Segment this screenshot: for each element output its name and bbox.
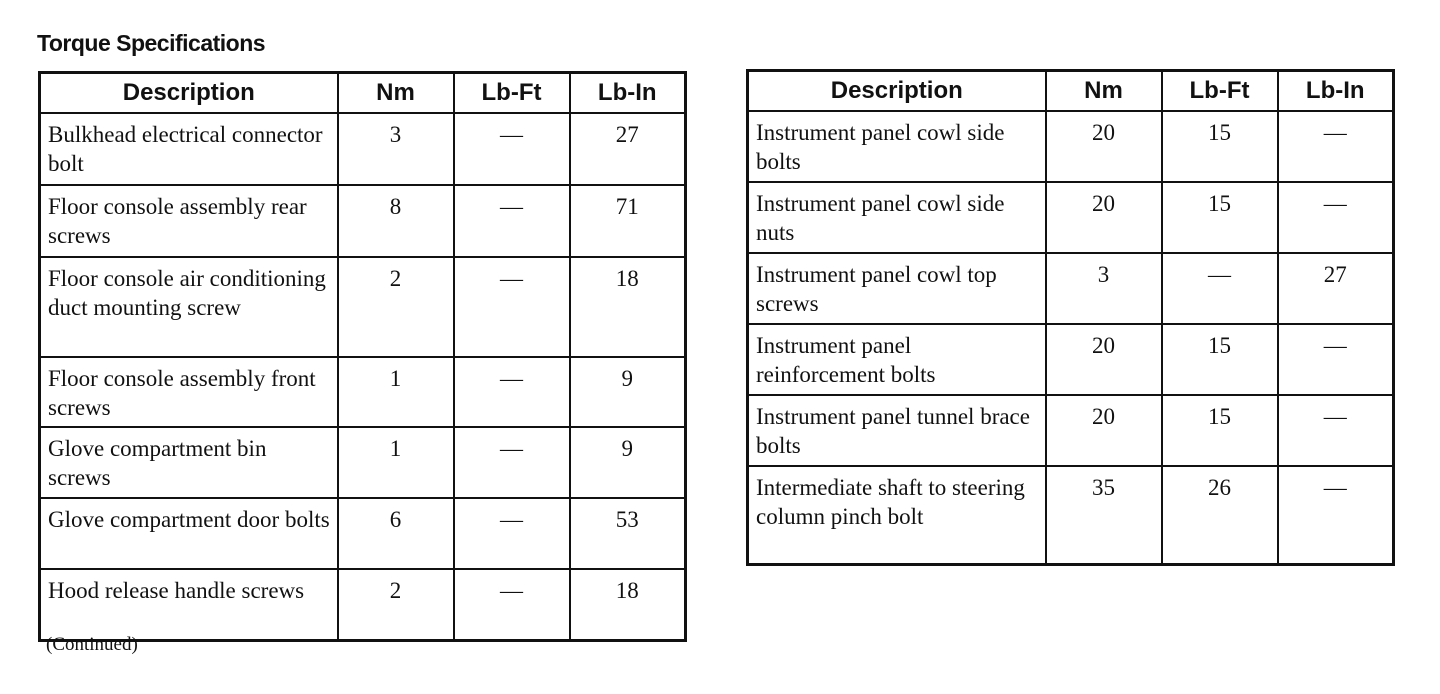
table-row	[748, 395, 1394, 466]
table-row	[748, 111, 1394, 182]
description-cell: Floor console air conditioning duct mounting screw	[40, 257, 338, 357]
description-cell: Instrument panel cowl side bolts	[748, 111, 1046, 182]
lbft-cell: —	[454, 357, 570, 427]
continued-note: (Continued)	[46, 634, 138, 655]
torque-table-left	[38, 71, 687, 642]
table-row	[748, 324, 1394, 395]
lbft-cell: —	[454, 569, 570, 641]
description-cell: Intermediate shaft to steering column pinch bolt	[748, 466, 1046, 565]
lbft-cell: 15	[1162, 111, 1278, 182]
lbin-cell: —	[1278, 466, 1394, 565]
lbft-cell: 26	[1162, 466, 1278, 565]
nm-cell: 6	[338, 498, 454, 569]
lbin-cell: 53	[570, 498, 686, 569]
lbin-cell: —	[1278, 324, 1394, 395]
header-description: Description	[748, 71, 1046, 112]
header-row	[748, 71, 1394, 112]
lbft-cell: —	[454, 257, 570, 357]
header-lbft: Lb-Ft	[454, 73, 570, 114]
lbin-cell: —	[1278, 395, 1394, 466]
nm-cell: 2	[338, 569, 454, 641]
nm-cell: 20	[1046, 324, 1162, 395]
description-cell: Instrument panel cowl side nuts	[748, 182, 1046, 253]
description-cell: Glove compartment bin screws	[40, 427, 338, 498]
lbin-cell: —	[1278, 182, 1394, 253]
lbin-cell: 71	[570, 185, 686, 257]
table-row	[748, 182, 1394, 253]
nm-cell: 8	[338, 185, 454, 257]
lbin-cell: 18	[570, 569, 686, 641]
header-nm: Nm	[1046, 71, 1162, 112]
table-row	[748, 466, 1394, 565]
nm-cell: 35	[1046, 466, 1162, 565]
table-row	[40, 257, 686, 357]
lbin-cell: 9	[570, 427, 686, 498]
nm-cell: 3	[338, 113, 454, 185]
lbft-cell: —	[454, 498, 570, 569]
header-row	[40, 73, 686, 114]
table-row	[40, 185, 686, 257]
lbft-cell: 15	[1162, 324, 1278, 395]
nm-cell: 20	[1046, 182, 1162, 253]
lbin-cell: 9	[570, 357, 686, 427]
lbft-cell: —	[454, 185, 570, 257]
nm-cell: 2	[338, 257, 454, 357]
lbft-cell: —	[454, 113, 570, 185]
description-cell: Instrument panel reinforcement bolts	[748, 324, 1046, 395]
table-row	[40, 357, 686, 427]
lbft-cell: —	[1162, 253, 1278, 324]
table-row	[40, 498, 686, 569]
description-cell: Hood release handle screws	[40, 569, 338, 641]
description-cell: Glove compartment door bolts	[40, 498, 338, 569]
table-row	[40, 569, 686, 641]
description-cell: Instrument panel tunnel brace bolts	[748, 395, 1046, 466]
header-lbft: Lb-Ft	[1162, 71, 1278, 112]
nm-cell: 20	[1046, 395, 1162, 466]
table-row	[40, 427, 686, 498]
torque-table-right	[746, 69, 1395, 566]
header-nm: Nm	[338, 73, 454, 114]
nm-cell: 3	[1046, 253, 1162, 324]
table-row	[748, 253, 1394, 324]
description-cell: Bulkhead electrical connector bolt	[40, 113, 338, 185]
table-row	[40, 113, 686, 185]
nm-cell: 1	[338, 427, 454, 498]
nm-cell: 20	[1046, 111, 1162, 182]
lbin-cell: 18	[570, 257, 686, 357]
description-cell: Floor console assembly rear screws	[40, 185, 338, 257]
description-cell: Instrument panel cowl top screws	[748, 253, 1046, 324]
lbft-cell: —	[454, 427, 570, 498]
lbin-cell: —	[1278, 111, 1394, 182]
nm-cell: 1	[338, 357, 454, 427]
lbft-cell: 15	[1162, 395, 1278, 466]
lbin-cell: 27	[1278, 253, 1394, 324]
lbft-cell: 15	[1162, 182, 1278, 253]
lbin-cell: 27	[570, 113, 686, 185]
header-lbin: Lb-In	[570, 73, 686, 114]
header-lbin: Lb-In	[1278, 71, 1394, 112]
header-description: Description	[40, 73, 338, 114]
page-title: Torque Specifications	[37, 30, 266, 56]
description-cell: Floor console assembly front screws	[40, 357, 338, 427]
